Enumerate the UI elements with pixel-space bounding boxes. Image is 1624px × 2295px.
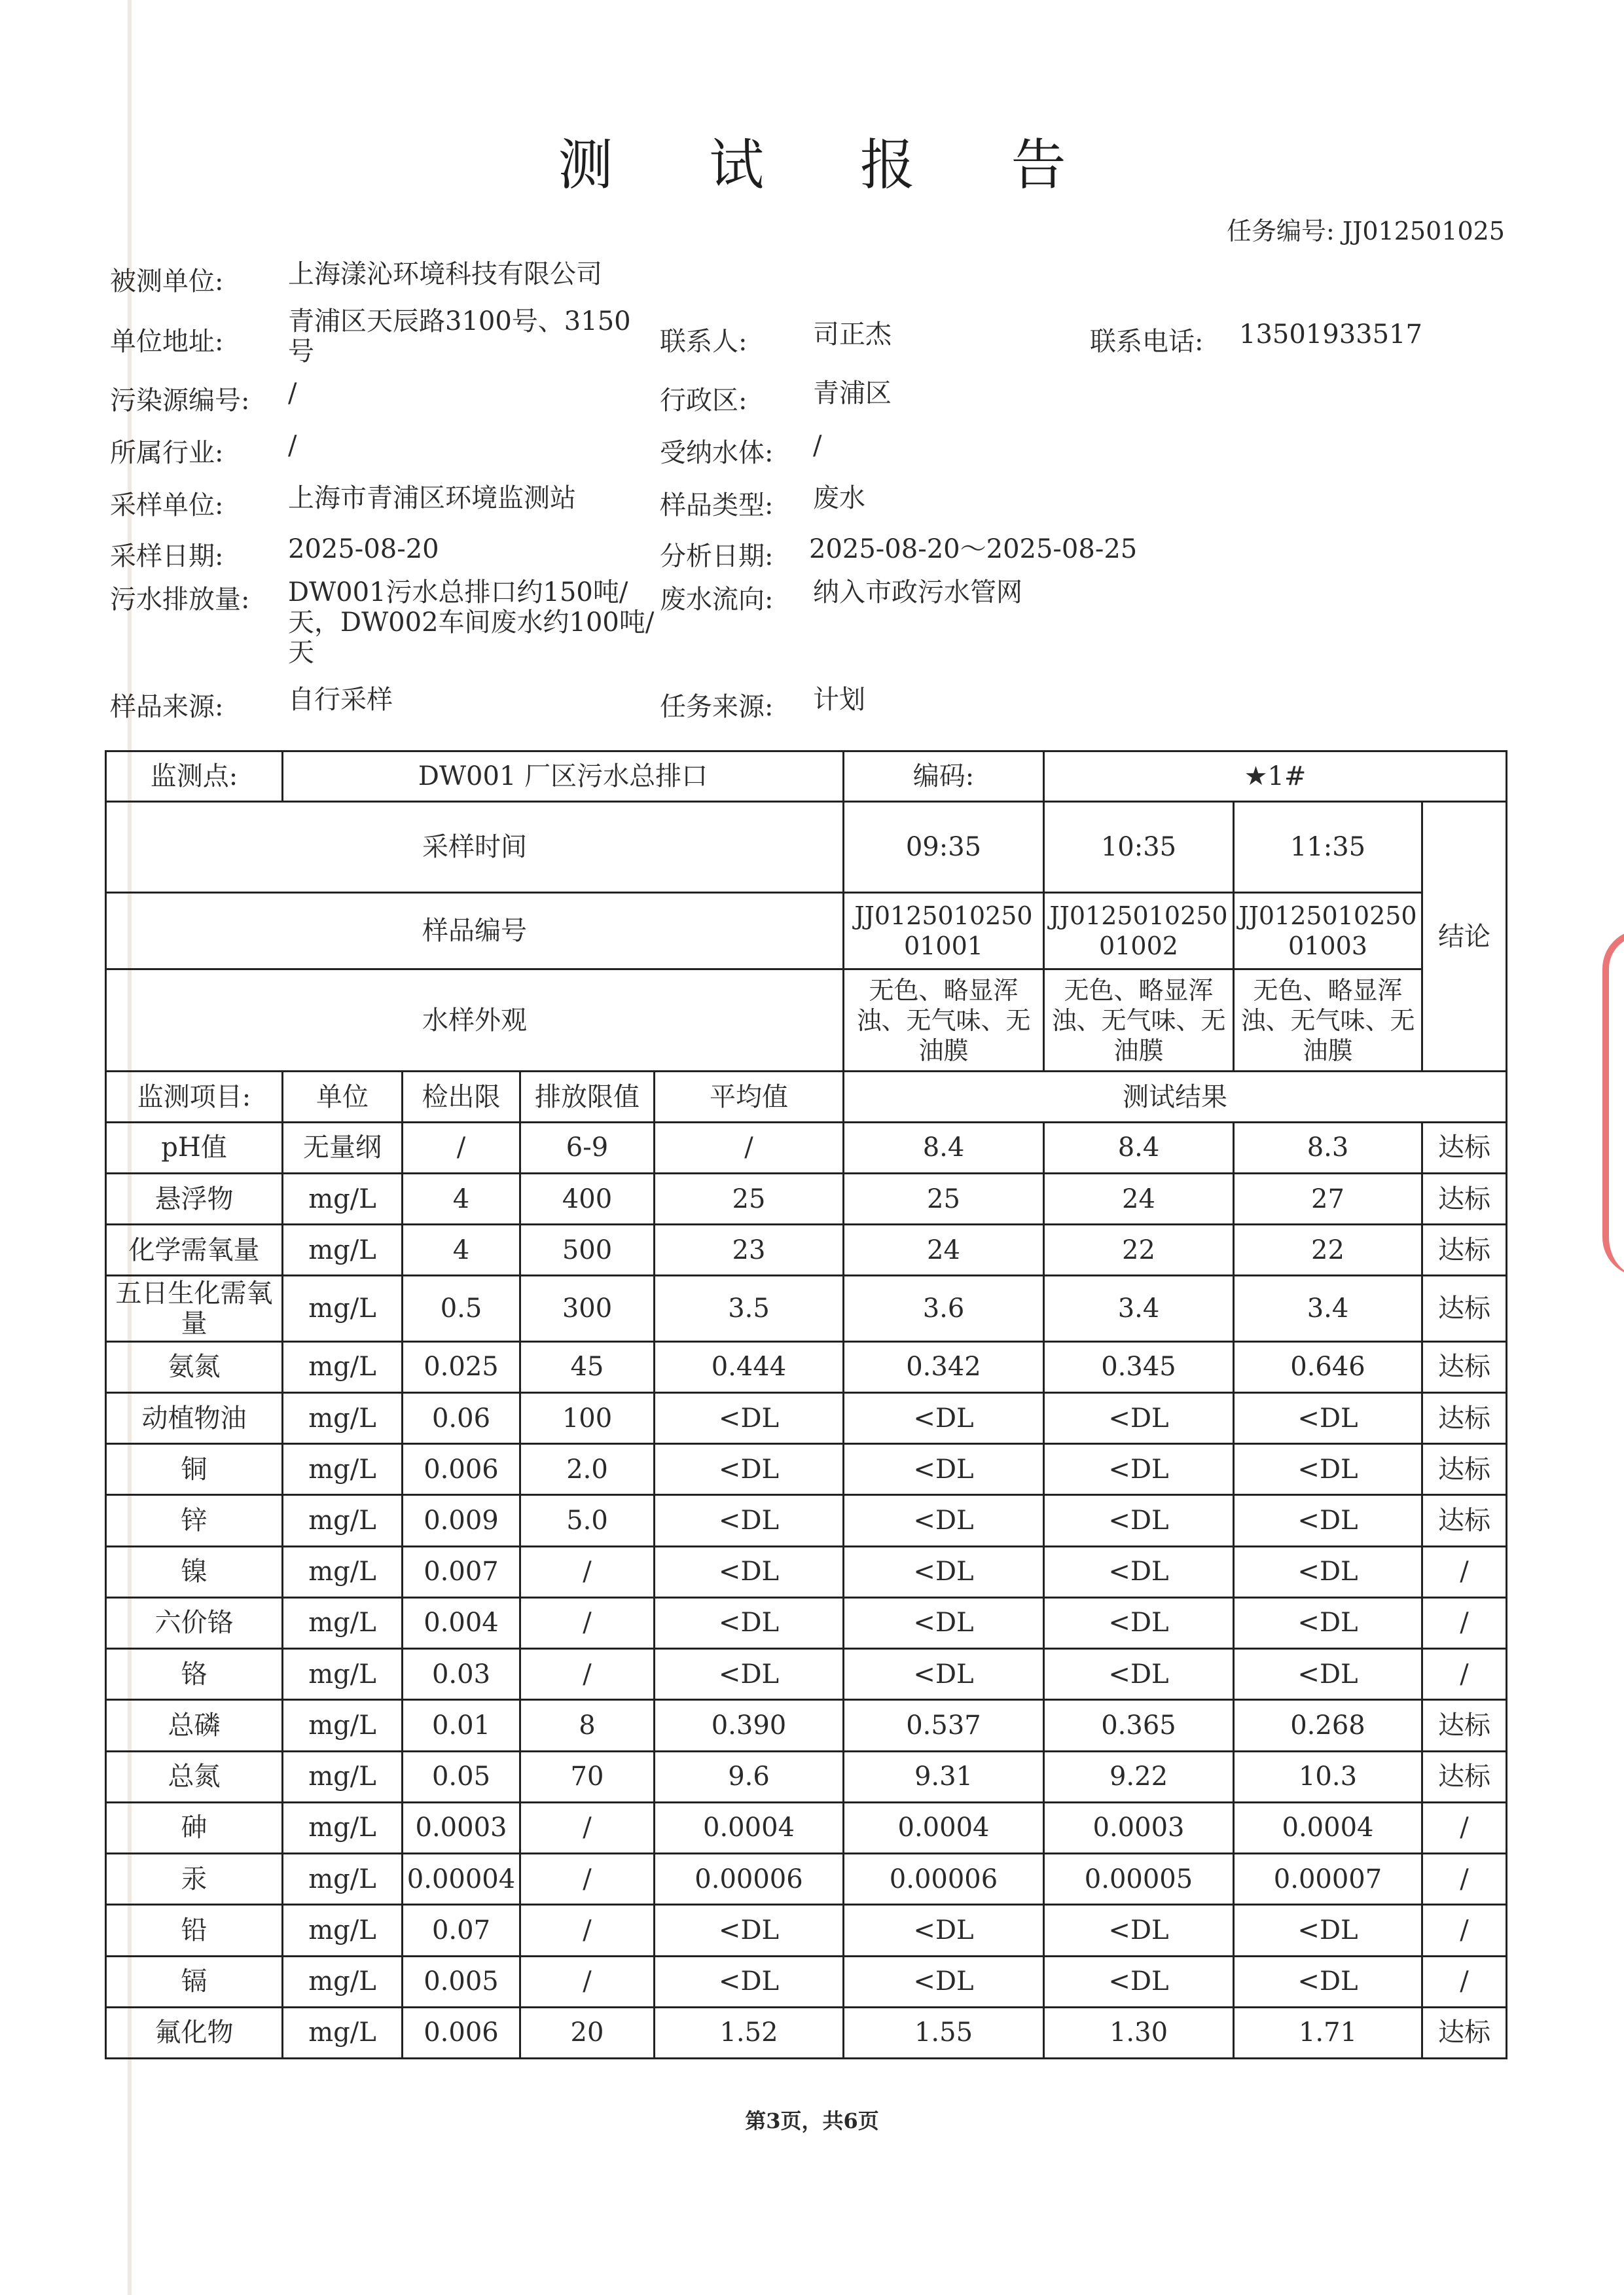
cell-item: 动植物油 bbox=[106, 1392, 283, 1443]
appearance-3: 无色、略显浑浊、无气味、无油膜 bbox=[1234, 969, 1422, 1071]
cell-result-2: <DL bbox=[1044, 1649, 1234, 1700]
cell-average: <DL bbox=[655, 1649, 844, 1700]
cell-detection-limit: 0.5 bbox=[403, 1276, 520, 1341]
discharge-label: 污水排放量: bbox=[110, 585, 250, 615]
appearance-1: 无色、略显浑浊、无气味、无油膜 bbox=[844, 969, 1044, 1071]
cell-conclusion: / bbox=[1422, 1546, 1507, 1597]
cell-result-1: 24 bbox=[844, 1225, 1044, 1276]
cell-conclusion: 达标 bbox=[1422, 1392, 1507, 1443]
table-row bbox=[106, 1444, 1507, 1495]
receiving-water-label: 受纳水体: bbox=[660, 438, 774, 468]
cell-unit: 无量纲 bbox=[283, 1122, 403, 1173]
cell-result-2: <DL bbox=[1044, 1956, 1234, 2007]
cell-result-1: 0.342 bbox=[844, 1341, 1044, 1392]
cell-result-1: 0.00006 bbox=[844, 1854, 1044, 1905]
cell-result-1: 1.55 bbox=[844, 2007, 1044, 2058]
appearance-2: 无色、略显浑浊、无气味、无油膜 bbox=[1044, 969, 1234, 1071]
cell-item: 氟化物 bbox=[106, 2007, 283, 2058]
table-row bbox=[106, 1905, 1507, 1956]
address: 青浦区天辰路3100号、3150号 bbox=[288, 306, 631, 367]
results-body bbox=[106, 1122, 1507, 2058]
sampling-date: 2025-08-20 bbox=[288, 534, 439, 564]
cell-result-1: <DL bbox=[844, 1956, 1044, 2007]
phone-label: 联系电话: bbox=[1090, 327, 1204, 357]
cell-detection-limit: 0.006 bbox=[403, 1444, 520, 1495]
cell-conclusion: / bbox=[1422, 1956, 1507, 2007]
header-average: 平均值 bbox=[655, 1072, 844, 1122]
cell-result-1: <DL bbox=[844, 1905, 1044, 1956]
cell-conclusion: 达标 bbox=[1422, 1276, 1507, 1341]
cell-item: 铅 bbox=[106, 1905, 283, 1956]
discharge-volume: DW001污水总排口约150吨/天，DW002车间废水约100吨/天 bbox=[288, 577, 655, 668]
cell-unit: mg/L bbox=[283, 2007, 403, 2058]
cell-emission-limit: 20 bbox=[520, 2007, 655, 2058]
sample-no-label: 样品编号 bbox=[106, 892, 844, 969]
cell-average: 23 bbox=[655, 1225, 844, 1276]
code-label: 编码: bbox=[844, 751, 1044, 802]
cell-emission-limit: / bbox=[520, 1905, 655, 1956]
cell-emission-limit: 500 bbox=[520, 1225, 655, 1276]
cell-result-3: 22 bbox=[1234, 1225, 1422, 1276]
cell-result-1: <DL bbox=[844, 1495, 1044, 1546]
sample-no-row bbox=[106, 892, 1507, 969]
sample-no-1: JJ012501025001001 bbox=[844, 892, 1044, 969]
task-source: 计划 bbox=[813, 685, 865, 715]
cell-conclusion: 达标 bbox=[1422, 1495, 1507, 1546]
cell-result-3: 1.71 bbox=[1234, 2007, 1422, 2058]
cell-result-3: 3.4 bbox=[1234, 1276, 1422, 1341]
sampling-unit-label: 采样单位: bbox=[110, 490, 224, 520]
cell-result-1: 0.0004 bbox=[844, 1802, 1044, 1853]
cell-average: / bbox=[655, 1122, 844, 1173]
cell-result-1: <DL bbox=[844, 1392, 1044, 1443]
cell-result-3: <DL bbox=[1234, 1392, 1422, 1443]
cell-average: 0.0004 bbox=[655, 1802, 844, 1853]
industry: / bbox=[288, 431, 297, 461]
cell-result-1: <DL bbox=[844, 1444, 1044, 1495]
cell-detection-limit: 0.03 bbox=[403, 1649, 520, 1700]
cell-result-1: <DL bbox=[844, 1649, 1044, 1700]
cell-average: 1.52 bbox=[655, 2007, 844, 2058]
wastewater-flow: 纳入市政污水管网 bbox=[813, 577, 1022, 607]
table-row bbox=[106, 1276, 1507, 1341]
pollution-no: / bbox=[288, 378, 297, 408]
table-row bbox=[106, 1341, 1507, 1392]
cell-item: 五日生化需氧量 bbox=[106, 1276, 283, 1341]
tested-unit-label: 被测单位: bbox=[110, 266, 224, 297]
cell-conclusion: 达标 bbox=[1422, 1444, 1507, 1495]
header-unit: 单位 bbox=[283, 1072, 403, 1122]
cell-result-3: 10.3 bbox=[1234, 1751, 1422, 1802]
point-label: 监测点: bbox=[106, 751, 283, 802]
sampling-date-label: 采样日期: bbox=[110, 541, 224, 571]
cell-unit: mg/L bbox=[283, 1495, 403, 1546]
cell-detection-limit: 0.006 bbox=[403, 2007, 520, 2058]
cell-conclusion: / bbox=[1422, 1854, 1507, 1905]
header-test-results: 测试结果 bbox=[844, 1072, 1507, 1122]
table-row bbox=[106, 1751, 1507, 1802]
cell-emission-limit: 400 bbox=[520, 1173, 655, 1224]
district-label: 行政区: bbox=[660, 386, 748, 416]
cell-unit: mg/L bbox=[283, 1751, 403, 1802]
table-row bbox=[106, 1956, 1507, 2007]
sampling-time-row bbox=[106, 802, 1507, 892]
cell-result-2: 9.22 bbox=[1044, 1751, 1234, 1802]
table-row bbox=[106, 1802, 1507, 1853]
cell-unit: mg/L bbox=[283, 1956, 403, 2007]
cell-average: <DL bbox=[655, 1905, 844, 1956]
cell-item: 铜 bbox=[106, 1444, 283, 1495]
cell-item: 总磷 bbox=[106, 1700, 283, 1751]
contact: 司正杰 bbox=[813, 319, 892, 350]
cell-result-2: 3.4 bbox=[1044, 1276, 1234, 1341]
table-row bbox=[106, 1546, 1507, 1597]
sample-type-label: 样品类型: bbox=[660, 490, 774, 520]
cell-emission-limit: 45 bbox=[520, 1341, 655, 1392]
table-row bbox=[106, 1700, 1507, 1751]
cell-result-2: 0.365 bbox=[1044, 1700, 1234, 1751]
appearance-label: 水样外观 bbox=[106, 969, 844, 1071]
cell-emission-limit: 100 bbox=[520, 1392, 655, 1443]
appearance-row bbox=[106, 969, 1507, 1071]
receiving-water: / bbox=[813, 431, 822, 461]
cell-result-1: <DL bbox=[844, 1597, 1044, 1648]
cell-result-3: 8.3 bbox=[1234, 1122, 1422, 1173]
tested-unit: 上海漾沁环境科技有限公司 bbox=[288, 259, 602, 289]
cell-detection-limit: 0.005 bbox=[403, 1956, 520, 2007]
point-row bbox=[106, 751, 1507, 802]
sample-type: 废水 bbox=[813, 483, 865, 513]
cell-result-2: 24 bbox=[1044, 1173, 1234, 1224]
cell-average: 9.6 bbox=[655, 1751, 844, 1802]
cell-detection-limit: 4 bbox=[403, 1173, 520, 1224]
industry-label: 所属行业: bbox=[110, 438, 224, 468]
cell-emission-limit: / bbox=[520, 1956, 655, 2007]
cell-conclusion: / bbox=[1422, 1802, 1507, 1853]
cell-unit: mg/L bbox=[283, 1546, 403, 1597]
cell-average: <DL bbox=[655, 1392, 844, 1443]
cell-average: 0.444 bbox=[655, 1341, 844, 1392]
sample-no-3: JJ012501025001003 bbox=[1234, 892, 1422, 969]
cell-emission-limit: / bbox=[520, 1802, 655, 1853]
cell-detection-limit: / bbox=[403, 1122, 520, 1173]
cell-emission-limit: 300 bbox=[520, 1276, 655, 1341]
phone: 13501933517 bbox=[1239, 319, 1422, 350]
sampling-time-3: 11:35 bbox=[1234, 802, 1422, 892]
cell-result-3: 0.00007 bbox=[1234, 1854, 1422, 1905]
cell-average: <DL bbox=[655, 1444, 844, 1495]
table-row bbox=[106, 1649, 1507, 1700]
cell-result-3: 0.268 bbox=[1234, 1700, 1422, 1751]
cell-average: <DL bbox=[655, 1956, 844, 2007]
cell-result-2: 1.30 bbox=[1044, 2007, 1234, 2058]
cell-emission-limit: / bbox=[520, 1854, 655, 1905]
cell-result-2: <DL bbox=[1044, 1905, 1234, 1956]
cell-unit: mg/L bbox=[283, 1597, 403, 1648]
cell-emission-limit: 70 bbox=[520, 1751, 655, 1802]
flow-label: 废水流向: bbox=[660, 585, 774, 615]
cell-detection-limit: 0.025 bbox=[403, 1341, 520, 1392]
conclusion-header: 结论 bbox=[1422, 802, 1507, 1072]
sampling-unit: 上海市青浦区环境监测站 bbox=[288, 483, 576, 513]
sample-source: 自行采样 bbox=[288, 685, 393, 715]
cell-detection-limit: 0.00004 bbox=[403, 1854, 520, 1905]
cell-detection-limit: 0.06 bbox=[403, 1392, 520, 1443]
cell-result-3: <DL bbox=[1234, 1495, 1422, 1546]
cell-detection-limit: 0.004 bbox=[403, 1597, 520, 1648]
cell-unit: mg/L bbox=[283, 1392, 403, 1443]
cell-detection-limit: 0.009 bbox=[403, 1495, 520, 1546]
cell-result-3: <DL bbox=[1234, 1905, 1422, 1956]
cell-average: <DL bbox=[655, 1495, 844, 1546]
cell-result-1: 0.537 bbox=[844, 1700, 1044, 1751]
cell-emission-limit: / bbox=[520, 1546, 655, 1597]
sampling-time-1: 09:35 bbox=[844, 802, 1044, 892]
cell-result-2: 0.0003 bbox=[1044, 1802, 1234, 1853]
cell-item: 汞 bbox=[106, 1854, 283, 1905]
cell-result-2: 0.345 bbox=[1044, 1341, 1234, 1392]
cell-result-2: <DL bbox=[1044, 1546, 1234, 1597]
cell-emission-limit: / bbox=[520, 1649, 655, 1700]
sample-no-2: JJ012501025001002 bbox=[1044, 892, 1234, 969]
cell-result-3: <DL bbox=[1234, 1597, 1422, 1648]
table-row bbox=[106, 1122, 1507, 1173]
sample-source-label: 样品来源: bbox=[110, 692, 224, 722]
cell-item: 镉 bbox=[106, 1956, 283, 2007]
cell-result-3: <DL bbox=[1234, 1956, 1422, 2007]
cell-unit: mg/L bbox=[283, 1854, 403, 1905]
cell-item: 氨氮 bbox=[106, 1341, 283, 1392]
cell-detection-limit: 4 bbox=[403, 1225, 520, 1276]
cell-conclusion: 达标 bbox=[1422, 1122, 1507, 1173]
cell-unit: mg/L bbox=[283, 1225, 403, 1276]
cell-conclusion: 达标 bbox=[1422, 1225, 1507, 1276]
cell-emission-limit: / bbox=[520, 1597, 655, 1648]
cell-item: 砷 bbox=[106, 1802, 283, 1853]
contact-label: 联系人: bbox=[660, 327, 748, 357]
header-item: 监测项目: bbox=[106, 1072, 283, 1122]
cell-result-3: <DL bbox=[1234, 1546, 1422, 1597]
cell-result-1: 9.31 bbox=[844, 1751, 1044, 1802]
report-title: 测 试 报 告 bbox=[558, 133, 1106, 197]
cell-conclusion: 达标 bbox=[1422, 2007, 1507, 2058]
page-number: 第3页，共6页 bbox=[745, 2108, 879, 2133]
analysis-date: 2025-08-20～2025-08-25 bbox=[809, 534, 1138, 564]
table-row bbox=[106, 1495, 1507, 1546]
cell-unit: mg/L bbox=[283, 1276, 403, 1341]
cell-detection-limit: 0.05 bbox=[403, 1751, 520, 1802]
cell-conclusion: 达标 bbox=[1422, 1751, 1507, 1802]
cell-conclusion: 达标 bbox=[1422, 1341, 1507, 1392]
cell-item: 悬浮物 bbox=[106, 1173, 283, 1224]
cell-emission-limit: 8 bbox=[520, 1700, 655, 1751]
cell-detection-limit: 0.01 bbox=[403, 1700, 520, 1751]
cell-unit: mg/L bbox=[283, 1444, 403, 1495]
cell-result-1: 8.4 bbox=[844, 1122, 1044, 1173]
cell-item: pH值 bbox=[106, 1122, 283, 1173]
cell-average: <DL bbox=[655, 1597, 844, 1648]
sampling-time-label: 采样时间 bbox=[106, 802, 844, 892]
cell-result-2: <DL bbox=[1044, 1392, 1234, 1443]
task-number: 任务编号: JJ012501025 bbox=[1227, 217, 1505, 245]
results-table bbox=[105, 750, 1507, 2059]
cell-conclusion: / bbox=[1422, 1597, 1507, 1648]
analysis-date-label: 分析日期: bbox=[660, 541, 774, 571]
cell-detection-limit: 0.0003 bbox=[403, 1802, 520, 1853]
cell-emission-limit: 2.0 bbox=[520, 1444, 655, 1495]
cell-result-3: 0.0004 bbox=[1234, 1802, 1422, 1853]
cell-item: 铬 bbox=[106, 1649, 283, 1700]
cell-average: 25 bbox=[655, 1173, 844, 1224]
address-label: 单位地址: bbox=[110, 327, 224, 357]
cell-result-3: <DL bbox=[1234, 1649, 1422, 1700]
cell-result-1: <DL bbox=[844, 1546, 1044, 1597]
cell-unit: mg/L bbox=[283, 1649, 403, 1700]
cell-result-2: 0.00005 bbox=[1044, 1854, 1234, 1905]
table-row bbox=[106, 1392, 1507, 1443]
district: 青浦区 bbox=[813, 378, 892, 408]
cell-unit: mg/L bbox=[283, 1905, 403, 1956]
cell-unit: mg/L bbox=[283, 1700, 403, 1751]
pollution-no-label: 污染源编号: bbox=[110, 386, 250, 416]
task-source-label: 任务来源: bbox=[660, 692, 774, 722]
cell-detection-limit: 0.007 bbox=[403, 1546, 520, 1597]
cell-average: <DL bbox=[655, 1546, 844, 1597]
cell-result-2: 8.4 bbox=[1044, 1122, 1234, 1173]
table-row bbox=[106, 1225, 1507, 1276]
header-emission-limit: 排放限值 bbox=[520, 1072, 655, 1122]
cell-average: 0.390 bbox=[655, 1700, 844, 1751]
cell-conclusion: 达标 bbox=[1422, 1173, 1507, 1224]
red-stamp-partial bbox=[1602, 930, 1624, 1276]
cell-emission-limit: 6-9 bbox=[520, 1122, 655, 1173]
cell-detection-limit: 0.07 bbox=[403, 1905, 520, 1956]
cell-item: 六价铬 bbox=[106, 1597, 283, 1648]
monitoring-point: DW001 厂区污水总排口 bbox=[283, 751, 844, 802]
cell-item: 化学需氧量 bbox=[106, 1225, 283, 1276]
table-row bbox=[106, 1597, 1507, 1648]
cell-emission-limit: 5.0 bbox=[520, 1495, 655, 1546]
cell-item: 镍 bbox=[106, 1546, 283, 1597]
table-row bbox=[106, 2007, 1507, 2058]
cell-result-1: 25 bbox=[844, 1173, 1044, 1224]
cell-result-2: <DL bbox=[1044, 1495, 1234, 1546]
column-header-row bbox=[106, 1072, 1507, 1122]
cell-result-3: 0.646 bbox=[1234, 1341, 1422, 1392]
cell-unit: mg/L bbox=[283, 1173, 403, 1224]
cell-average: 0.00006 bbox=[655, 1854, 844, 1905]
cell-average: 3.5 bbox=[655, 1276, 844, 1341]
cell-item: 锌 bbox=[106, 1495, 283, 1546]
cell-result-3: 27 bbox=[1234, 1173, 1422, 1224]
sampling-time-2: 10:35 bbox=[1044, 802, 1234, 892]
table-row bbox=[106, 1854, 1507, 1905]
cell-conclusion: / bbox=[1422, 1649, 1507, 1700]
cell-result-2: 22 bbox=[1044, 1225, 1234, 1276]
point-code: ★1# bbox=[1044, 751, 1507, 802]
cell-conclusion: 达标 bbox=[1422, 1700, 1507, 1751]
cell-unit: mg/L bbox=[283, 1341, 403, 1392]
cell-result-2: <DL bbox=[1044, 1597, 1234, 1648]
cell-conclusion: / bbox=[1422, 1905, 1507, 1956]
cell-result-3: <DL bbox=[1234, 1444, 1422, 1495]
header-detection-limit: 检出限 bbox=[403, 1072, 520, 1122]
cell-unit: mg/L bbox=[283, 1802, 403, 1853]
cell-item: 总氮 bbox=[106, 1751, 283, 1802]
cell-result-2: <DL bbox=[1044, 1444, 1234, 1495]
table-row bbox=[106, 1173, 1507, 1224]
cell-result-1: 3.6 bbox=[844, 1276, 1044, 1341]
